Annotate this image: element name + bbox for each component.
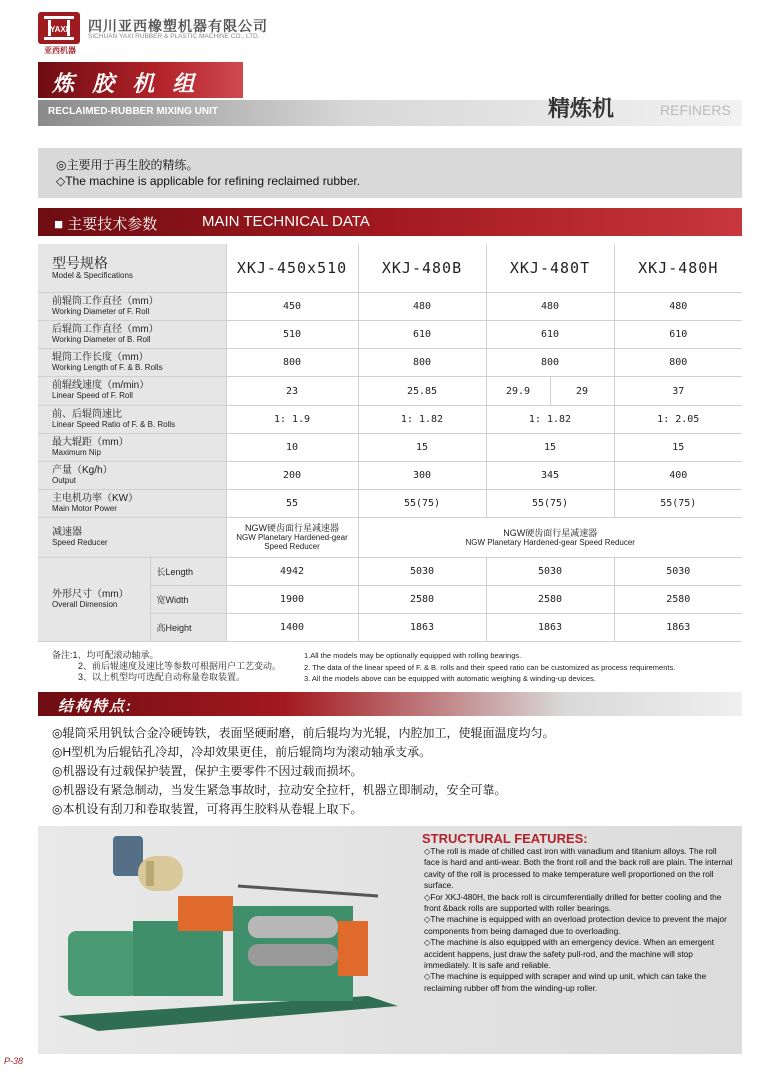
table-cell: 1: 1.82 — [358, 406, 486, 434]
dimension-sub-label: 宽Width — [150, 586, 226, 614]
intro-box — [38, 148, 742, 198]
table-cell: 15 — [358, 434, 486, 462]
table-cell: 37 — [614, 377, 742, 406]
structural-features-title: STRUCTURAL FEATURES: — [422, 831, 588, 846]
table-cell: 1863 — [358, 614, 486, 642]
feature-en: ◇The machine is equipped with scraper and wind up unit, which can take the reclaiming rubber off from the winding-up roller. — [424, 971, 707, 993]
table-cell: 55 — [226, 490, 358, 518]
notes-en — [304, 650, 675, 685]
gearbox-icon — [133, 921, 223, 996]
row-label-cn: 前辊筒工作直径（mm） — [52, 295, 159, 307]
feature-en: ◇The machine is also equipped with an emergency device. When an emergent accident happens, just draw the safety pull-rod, and the machine will stop immediately. It is safe and reliable. — [424, 937, 715, 971]
section-title-cn: 精炼机 — [548, 96, 615, 121]
notes-cn — [52, 650, 281, 683]
table-cell: 29.9 — [505, 385, 531, 397]
company-name-cn: 四川亚西橡塑机器有限公司 — [88, 18, 268, 34]
note-en: 1.All the models may be optionally equipped with rolling bearings. — [304, 651, 522, 660]
table-header-en: Model & Specifications — [52, 271, 133, 280]
table-row — [38, 434, 742, 462]
row-label-en: Linear Speed Ratio of F. & B. Rolls — [52, 419, 176, 429]
table-cell: 1863 — [614, 614, 742, 642]
table-cell: 4942 — [226, 558, 358, 586]
table-cell: 1: 2.05 — [614, 406, 742, 434]
row-label-en: Working Diameter of F. Roll — [52, 306, 150, 316]
table-cell: 15 — [614, 434, 742, 462]
reducer-v1-en: NGW Planetary Hardened-gear Speed Reducer — [236, 533, 348, 551]
row-label-en: Working Diameter of B. Roll — [52, 334, 151, 344]
table-cell: 29 — [550, 377, 614, 405]
table-cell: 1863 — [486, 614, 614, 642]
feature-en: ◇For XKJ-480H, the back roll is circumferentially drilled for better cooling and the front &back rolls are supported with roller bearings. — [424, 891, 722, 914]
winding-roller-icon — [138, 856, 183, 891]
table-cell: 5030 — [358, 558, 486, 586]
feature-en: ◇The machine is equipped with an overload protection device to prevent the major components from being damaged due to overloading. — [424, 914, 727, 936]
model-header: XKJ-450x510 — [226, 244, 358, 293]
intro-line-en: ◇The machine is applicable for refining reclaimed rubber. — [56, 174, 361, 188]
table-cell: 1: 1.9 — [226, 406, 358, 434]
note-cn: 3、以上机型均可选配自动称量卷取装置。 — [78, 672, 246, 682]
feature-cn: ◎辊筒采用钒钛合金冷硬铸铁，表面坚硬耐磨，前后辊均为光辊，内腔加工，使辊面温度均匀。 — [52, 726, 555, 740]
model-header: XKJ-480T — [486, 244, 614, 293]
row-label-cn: 减速器 — [52, 526, 82, 538]
table-row — [38, 490, 742, 518]
tech-data-header — [38, 208, 742, 236]
tech-title-cn: ■ 主要技术参数 — [54, 216, 158, 233]
table-cell: 2580 — [358, 586, 486, 614]
table-cell: 5030 — [614, 558, 742, 586]
reducer-cell — [226, 518, 358, 558]
section-title-en: REFINERS — [660, 102, 731, 118]
structure-header — [38, 692, 742, 716]
table-cell: 800 — [614, 349, 742, 377]
reducer-v2-en: NGW Planetary Hardened-gear Speed Reducer — [465, 537, 635, 547]
row-label-cn: 前辊线速度（m/min） — [52, 380, 150, 391]
table-cell-split — [486, 377, 614, 406]
table-cell: 800 — [486, 349, 614, 377]
table-cell: 15 — [486, 434, 614, 462]
model-header: XKJ-480H — [614, 244, 742, 293]
yaxi-logo-icon — [38, 12, 80, 44]
table-row-dimension — [38, 558, 742, 586]
table-cell: 5030 — [486, 558, 614, 586]
company-name-en: SICHUAN YAXI RUBBER & PLASTIC MACHINE CO., LTD. — [88, 33, 260, 40]
table-cell: 55(75) — [358, 490, 486, 518]
intro-line-cn: ◎主要用于再生胶的精练。 — [56, 158, 199, 172]
spec-table — [38, 244, 742, 642]
table-cell: 480 — [358, 293, 486, 321]
table-cell: 610 — [358, 321, 486, 349]
table-cell: 55(75) — [614, 490, 742, 518]
table-cell: 1: 1.82 — [486, 406, 614, 434]
table-cell: 480 — [614, 293, 742, 321]
table-row — [38, 377, 742, 406]
table-cell: 450 — [226, 293, 358, 321]
table-cell: 200 — [226, 462, 358, 490]
dimension-label — [38, 558, 150, 642]
reducer-v1-cn: NGW硬齿面行星减速器 — [245, 523, 339, 533]
structure-title-cn: 结构特点: — [58, 698, 133, 715]
note-en: 2. The data of the linear speed of F. & B. rolls and their speed ratio can be customized as process requirements. — [304, 662, 676, 672]
page-number: P-38 — [4, 1056, 24, 1066]
note-cn: 备注:1、均可配滚动轴承。 — [52, 650, 159, 660]
row-label-cn: 主电机功率（KW） — [52, 492, 139, 504]
table-row — [38, 321, 742, 349]
row-label-cn: 产量（Kg/h） — [52, 464, 113, 476]
table-cell: 2580 — [486, 586, 614, 614]
table-cell: 480 — [486, 293, 614, 321]
table-cell: 1400 — [226, 614, 358, 642]
table-cell: 10 — [226, 434, 358, 462]
category-banner-title: 炼 胶 机 组 — [52, 71, 201, 96]
row-label-en: Output — [52, 475, 77, 485]
category-banner-en: RECLAIMED-RUBBER MIXING UNIT — [48, 106, 218, 117]
table-header-row — [38, 244, 742, 293]
dimension-sub-label: 高Height — [150, 614, 226, 642]
dimension-sub-label: 长Length — [150, 558, 226, 586]
company-logo — [38, 12, 80, 44]
table-cell: 1900 — [226, 586, 358, 614]
table-cell: 400 — [614, 462, 742, 490]
row-label-en: Main Motor Power — [52, 503, 117, 513]
table-header-label — [38, 244, 226, 293]
table-cell: 55(75) — [486, 490, 614, 518]
table-cell: 23 — [226, 377, 358, 406]
row-label-en: Maximum Nip — [52, 447, 101, 457]
model-header: XKJ-480B — [358, 244, 486, 293]
row-label-en: Overall Dimension — [52, 599, 118, 609]
feature-cn: ◎H型机为后辊钻孔冷却，冷却效果更佳，前后辊筒均为滚动轴承支承。 — [52, 745, 432, 759]
feature-cn: ◎本机设有刮刀和卷取装置，可将再生胶料从卷辊上取下。 — [52, 802, 363, 816]
table-header-cn: 型号规格 — [52, 255, 108, 271]
table-cell: 800 — [226, 349, 358, 377]
table-cell: 510 — [226, 321, 358, 349]
tech-title-en: MAIN TECHNICAL DATA — [202, 213, 370, 230]
note-en: 3. All the models above can be equipped with automatic weighing & winding-up devices. — [304, 674, 596, 683]
structural-features-list — [424, 846, 734, 994]
row-label-cn: 后辊筒工作直径（mm） — [52, 323, 159, 335]
feature-en: ◇The roll is made of chilled cast iron with vanadium and titanium alloys. The roll face is hard and anti-wear. Both the front roll and the back roll are plain. The internal cavity of the roll is processed to make temperature well proportioned on the roll surface. — [424, 846, 733, 891]
category-banner — [38, 62, 243, 98]
svg-text:YAXI: YAXI — [50, 25, 68, 34]
row-label-en: Linear Speed of F. Roll — [52, 391, 133, 400]
note-cn: 2、前后辊速度及速比等参数可根据用户工艺变动。 — [78, 661, 282, 671]
row-label-cn: 前、后辊筒速比 — [52, 408, 122, 420]
table-cell: 800 — [358, 349, 486, 377]
coupling-icon — [178, 896, 233, 931]
table-row-reducer — [38, 518, 742, 558]
table-cell: 25.85 — [358, 377, 486, 406]
refiner-machine-illustration — [38, 826, 418, 1054]
table-cell: 300 — [358, 462, 486, 490]
table-cell: 610 — [614, 321, 742, 349]
motor-icon — [68, 931, 138, 996]
row-label-cn: 最大辊距（mm） — [52, 436, 129, 448]
table-cell: 2580 — [614, 586, 742, 614]
table-cell: 610 — [486, 321, 614, 349]
table-cell: 345 — [486, 462, 614, 490]
row-label-en: Speed Reducer — [52, 537, 108, 547]
row-label-cn: 外形尺寸（mm） — [52, 588, 129, 600]
reducer-v2-cn: NGW硬齿面行星减速器 — [503, 527, 598, 538]
table-row — [38, 349, 742, 377]
logo-subtext: 亚西机器 — [44, 46, 76, 55]
feature-cn: ◎机器设有过载保护装置，保护主要零件不因过载而损坏。 — [52, 764, 363, 778]
table-row — [38, 293, 742, 321]
reducer-cell — [358, 518, 742, 558]
table-row — [38, 462, 742, 490]
table-row — [38, 406, 742, 434]
features-cn-list — [52, 724, 554, 819]
row-label-cn: 辊筒工作长度（mm） — [52, 351, 149, 363]
row-label-en: Working Length of F. & B. Rolls — [52, 362, 163, 372]
feature-cn: ◎机器设有紧急制动，当发生紧急事故时，拉动安全拉杆，机器立即制动，安全可靠。 — [52, 783, 507, 797]
